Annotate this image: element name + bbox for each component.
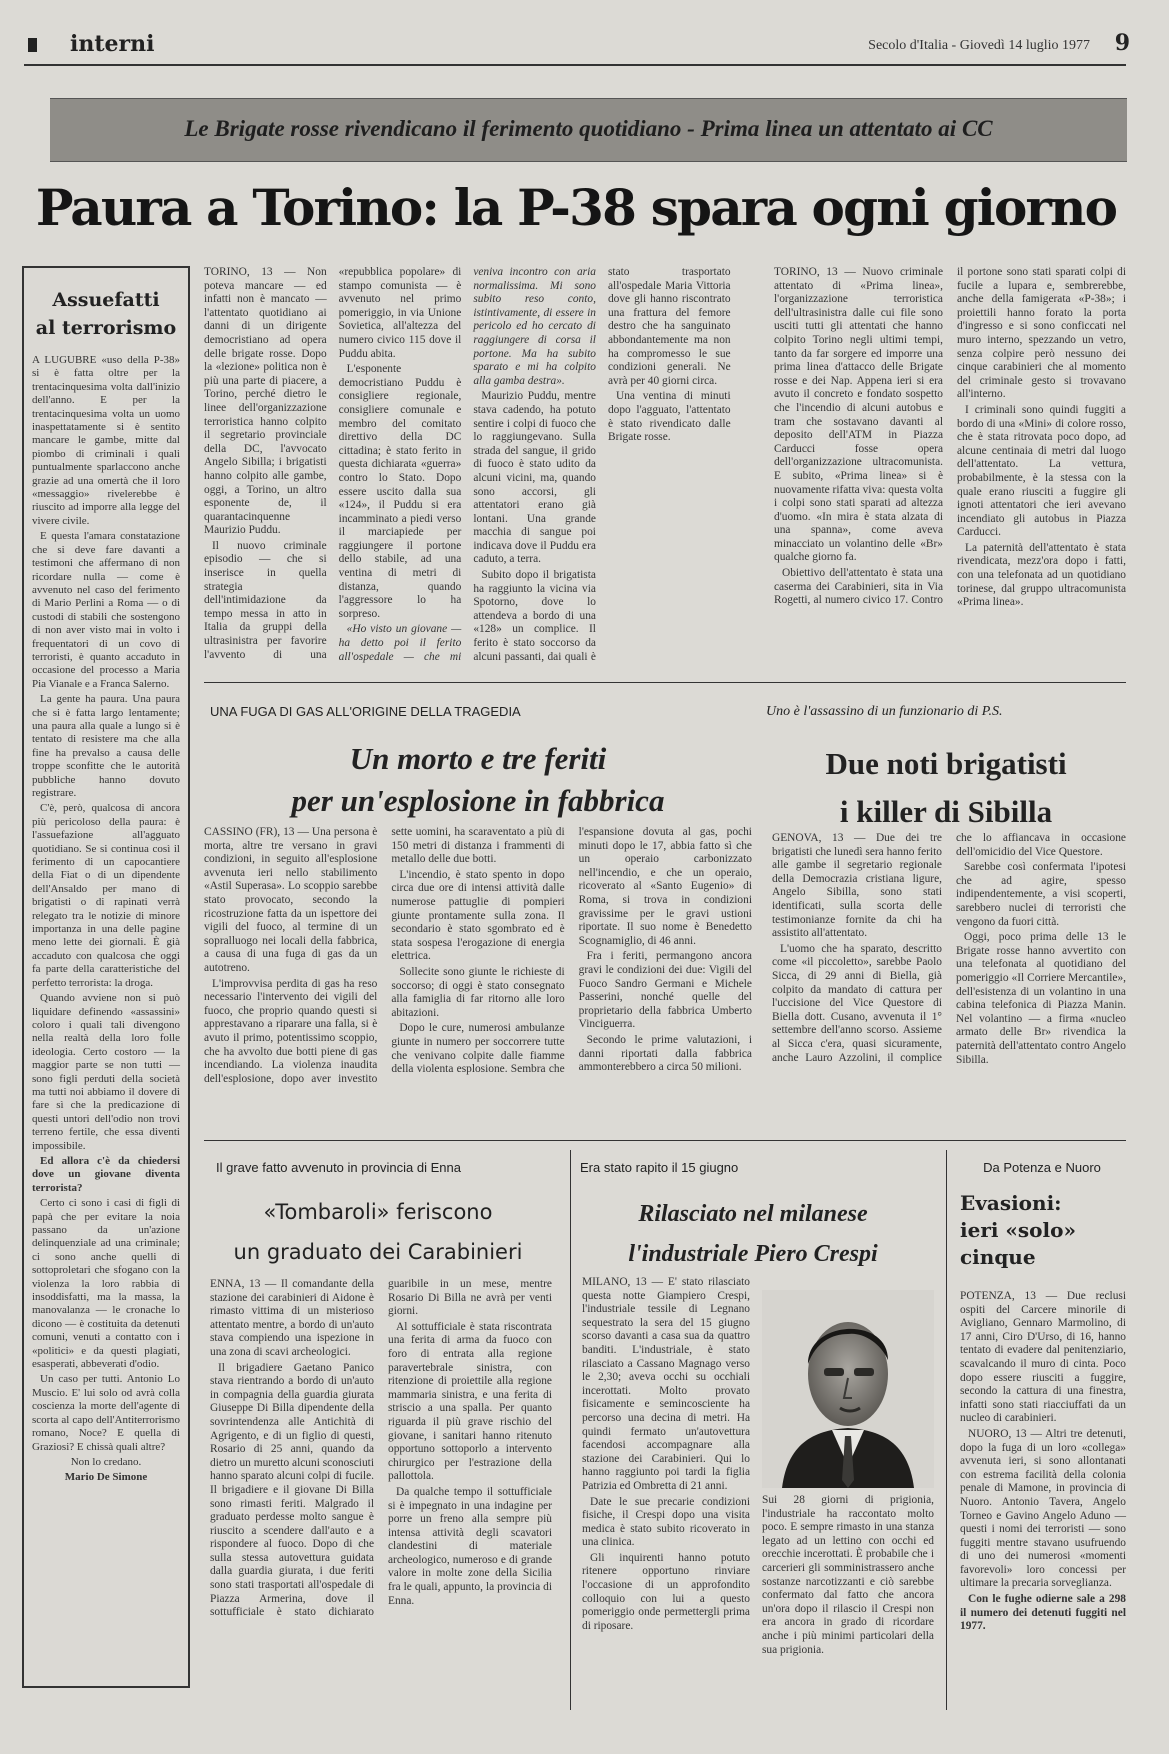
crespi-headline [574, 1194, 932, 1274]
evasioni-headline-line1: Evasioni: [960, 1191, 1062, 1215]
tombaroli-headline-line1: «Tombaroli» feriscono [263, 1200, 493, 1224]
editorial-paragraph: Un caso per tutti. Antonio Lo Muscio. E' lui solo od avrà colla coscienza la morte dell'agente di scorta al capo dell'Antiterrorismo romano, Noce? E quella di Graziosi? E chissà quali altre? [32, 1373, 180, 1453]
tombaroli-paragraph: Al sottufficiale è stata riscontrata una ferita di arma da fuoco con foro di entrata alla regione paravertebrale sinistra, con ritenzione di proiettile alla regione mammaria sinistra, e una ferita di striscio a una spalla. Per quanto riguarda il più grave rischio del giovane, i sanitari hanno ritenuto opportuno sottoporlo a intervento chirurgico per l'estrazione della pallottola. [388, 1320, 552, 1483]
crespi-article-body-right [762, 1494, 934, 1714]
editorial-title [24, 286, 188, 342]
sibilla-paragraph: Sarebbe così confermata l'ipotesi che ad agire, spesso indipendentemente, a visi scoperti, sarebbero nuclei di terroristi che vengono da fuori città. [956, 861, 1126, 928]
tombaroli-headline [204, 1192, 552, 1272]
tombaroli-kicker: Il grave fatto avvenuto in provincia di Enna [216, 1160, 461, 1175]
portrait-drawing [762, 1290, 934, 1488]
crespi-paragraph: Gli inquirenti hanno potuto ritenere opportuno rinviare l'occasione di un approfondito colloquio con lui a questo pomeriggio onde permettergli prima di riposare. [582, 1551, 750, 1632]
prima-linea-paragraph: TORINO, 13 — Nuovo criminale attentato di «Prima linea», l'organizzazione terroristica dell'ultrasinistra dalle cui file sono usciti tutti gli attentati che hanno colpito Torino negli ultimi tempi, tanto da far sorgere ed imporre una prima linea d'attacco delle Brigate rosse e dei Nap. Appena ieri si era avuto il concreto e fondato sospetto che l'incendio di alcuni autobus e tram che sostavano davanti al deposito dell'ATM in Piazza Carducci fosse opera dell'organizzazione ultracomunista. E subito, «Prima linea» si è nuovamente rifatta viva: questa volta i colpi sono stati sparati ad altezza d'uomo. «In mira è stata alzata di una spanna», come aveva minacciato un volantino delle «Br» qualche giorno fa. [774, 266, 943, 564]
banner [50, 98, 1127, 162]
prima-linea-paragraph: La paternità dell'attentato è stata rivendicata, mezz'ora dopo i fatti, con una telefonata ad un quotidiano torinese, dal gruppo ultracomunista «Prima linea». [957, 541, 1126, 609]
fabbrica-paragraph: Secondo le prime valutazioni, i danni riportati dalla fabbrica ammonterebbero a circa 50 milioni. [578, 1033, 752, 1074]
torino-article-body [204, 266, 731, 666]
page-number: 9 [1114, 30, 1130, 56]
torino-paragraph: Subito dopo il brigatista ha raggiunto la vicina via Spotorno, dove lo attendeva a bordo di una «128» un complice. Il ferito è stato soccorso da alcuni passanti, dai quali è stato trasportato all'ospedale Maria Vittoria dove gli hanno riscontrato una frattura del femore destro che ha sanguinato abbondantemente ma non ha compromesso le sue condizioni generali. Ne avrà per 40 giorni circa. [473, 266, 731, 663]
fabbrica-paragraph: Sollecite sono giunte le richieste di soccorso; di oggi è stato consegnato alla famiglia di far ritorno alle loro abitazioni. [391, 965, 565, 1019]
tombaroli-headline-line2: un graduato dei Carabinieri [233, 1240, 523, 1264]
editorial-body [32, 354, 180, 1674]
fabbrica-paragraph: Dopo le cure, numerosi ambulanze giunte in numero per soccorrere tutte che venivano colpite dalle fiamme della violenta esplosione. Sembra che l'espansione dovuta al gas, pochi minuti dopo le 17, abbia fatto sì che un operaio carbonizzato nell'incendio, e che un operaio, ricoverato al «Santo Eugenio» di Roma, si trova in condizioni gravissime per le gravi ustioni riportate. Il suo nome è Benedetto Scognamiglio, di 46 anni. [391, 826, 752, 1076]
section-rule-2 [204, 1140, 1126, 1141]
editorial-paragraph: Non lo credano. [70, 1455, 142, 1468]
sibilla-paragraph: Oggi, poco prima delle 13 le Brigate rosse hanno avvertito con una telefonata al quotidiano del pomeriggio «Il Corriere Mercantile», dell'esistenza di un volantino in una cabina telefonica di Piazza Manin. Nel volantino — a firma «nucleo armato delle Br» rivendica la paternità dell'attentato contro Angelo Sibilla. [956, 931, 1126, 1066]
tombaroli-paragraph: Il brigadiere Gaetano Panico stava rientrando a bordo di un'auto in compagnia della guardia giurata Giuseppe Di Billa dipendente della sovrintendenza alle Antichità di Agrigento, e di un figlio di questi, Rosario di 25 anni, quando da dietro un muretto alcuni sconosciuti hanno sparato alcuni colpi di fucile. Il brigadiere e il giovane Di Billa sono rimasti feriti. Malgrado il graduato perdesse molto sangue è riuscito a scendere dall'auto e a rispondere al fuoco. Dopo di che sulla stessa autovettura guidata dalla guardia giurata, i due feriti sono stati trasportati all'ospedale di Piazza Armerina, dove il sottufficiale è stato dichiarato guaribile in un mese, mentre Rosario Di Billa ne avrà per venti giorni. [210, 1278, 552, 1619]
sibilla-article-body [772, 832, 1126, 1120]
fabbrica-paragraph: L'incendio, è stato spento in dopo circa due ore di intensi attività dalle numerose pattuglie di pompieri giunte prontamente sulla zona. Il secondario è stato sgombrato ed è stata sospesa l'erogazione di energia elettrica. [391, 868, 565, 963]
editorial-box [22, 266, 190, 1688]
crespi-article-body-left [582, 1276, 750, 1716]
prima-linea-paragraph: Obiettivo dell'attentato è stata una caserma dei Carabinieri, sita in Via Rogetti, al numero civico 17. Contro il portone sono stati sparati colpi di fucile a lupara e, sembrerebbe, anche della famigerata «P-38»; i proiettili hanno forato la porta d'ingresso e si sono conficcati nel muro interno, spezzando un vetro, senza colpire però nessuno dei cinque carabinieri che al momento del criminale gesto si trovavano all'interno. [774, 266, 1126, 607]
prima-linea-paragraph: I criminali sono quindi fuggiti a bordo di una «Mini» di colore rosso, che è stata ritrovata poco dopo, ad alcune centinaia di metri dal luogo dell'attentato. La vettura, probabilmente, è la stessa con la quale erano riusciti a fuggire gli ignoti attentatori che ieri avevano incendiato gli autobus in Piazza Carducci. [957, 403, 1126, 539]
editorial-paragraph: Certo ci sono i casi di figli di papà che per evitare la noia passano da un'azione delinquenziale ad una criminale; ci sono anche quelli di sottoproletari che sfogano con la violenza la loro rabbia di insoddisfatti, ma la massa, la manovalanza — le cronache lo dicono — è costituita da detenuti comuni, venuti a contatto con i «politici» e da questi plagiati, esasperati, abbeverati d'odio. [32, 1197, 180, 1371]
sibilla-kicker: Uno è l'assassino di un funzionario di P.S. [766, 704, 1003, 719]
tombaroli-article-body [210, 1278, 552, 1716]
editorial-paragraph: A LUGUBRE «uso della P-38» si è fatta oltre per la trentacinquesima volta dall'inizio dell'anno. E per la trentacinquesima volta un uomo inaspettatamente si è sentito mancare le gambe, mitte dal piombo di criminali i quali puntualmente sparlaccono anche grazie ad una omertà che il loro «messaggio» rivelerebbe è riuscito ad imporre alla legge del vivere civile. [32, 354, 180, 527]
crespi-headline-line2: l'industriale Piero Crespi [628, 1241, 878, 1267]
sibilla-paragraph: L'uomo che ha sparato, descritto come «il piccoletto», sarebbe Paolo Sicca, di 29 anni di Biella, già colpito da mandato di cattura per l'uccisione del Vice Questore di Biella dott. Cusano, avvenuta il 1° settembre dell'anno scorso. Assieme al Sicca c'era, quasi sicuramente, anche Lauro Azzolini, il complice che lo affiancava in occasione dell'omicidio del Vice Questore. [772, 832, 1126, 1064]
main-headline: Paura a Torino: la P-38 spara ogni giorno [35, 178, 1117, 237]
torino-paragraph: Il nuovo criminale episodio — che si inserisce in quella strategia dell'intimidazione da tempo messa in atto in Italia da gruppi della ultrasinistra per favorire l'avvento di una «repubblica popolare» di stampo comunista — è avvenuto nel primo pomeriggio, in via Unione Sovietica, all'altezza del numero civico 115 dove il Puddu abita. [204, 266, 462, 661]
sibilla-headline-line2: i killer di Sibilla [839, 794, 1053, 829]
evasioni-paragraph: Con le fughe odierne sale a 298 il numero dei detenuti fuggiti nel 1977. [960, 1593, 1126, 1633]
section-rule-1 [204, 682, 1126, 683]
evasioni-article-body [960, 1290, 1126, 1714]
editorial-title-line1: Assuefatti [52, 289, 160, 311]
fabbrica-article-body [204, 826, 752, 1120]
fabbrica-headline [204, 738, 752, 822]
crespi-paragraph: Date le sue precarie condizioni fisiche, il Crespi dopo una visita medica è stato subito ricoverato in una clinica. [582, 1495, 750, 1549]
editorial-paragraph: Ed allora c'è da chiedersi dove un giovane diventa terrorista? [32, 1154, 180, 1194]
column-rule-2 [946, 1150, 947, 1710]
crespi-headline-line1: Rilasciato nel milanese [638, 1201, 868, 1227]
evasioni-kicker: Da Potenza e Nuoro [983, 1160, 1101, 1175]
fabbrica-paragraph: CASSINO (FR), 13 — Una persona è morta, altre tre versano in gravi condizioni, in seguito all'esplosione avvenuta ieri nello stabilimento «Astil Superasa». Lo scoppio sarebbe stato provocato, secondo la ricostruzione fatta da un ispettore dei vigili del fuoco, al termine di un sopralluogo nei locali della fabbrica, a causa di una fuga di gas da un autotreno. [204, 826, 378, 974]
editorial-signature: Mario De Simone [64, 1471, 148, 1484]
torino-paragraph: TORINO, 13 — Non poteva mancare — ed infatti non è mancato — l'attentato quotidiano ai danni di un dirigente democristiano ad opera delle brigate rosse. Dopo la «lezione» politica non è più una parte di piacere, a Torino, perché dietro le linee dell'organizzazione terroristica hanno colpito il segretario provinciale della DC, l'avvocato Angelo Sibilla; i brigatisti hanno colpito alle gambe, oggi, a Torino, un altro esponente de, il quarantacinquenne Maurizio Puddu. [204, 266, 327, 537]
editorial-paragraph: E questa l'amara constatazione che si deve fare davanti a testimoni che affermano di non ricordare nulla — come è avvenuto nel caso del ferimento di Mario Perlini a Roma — o di custodi di stabili che sostengono di non aver visto mai in volto i frequentatori di un covo di terroristi, è quanto accaduto in occasione del processo a Maria Pia Vianale e a Franca Salerno. [32, 530, 180, 690]
fabbrica-paragraph: L'improvvisa perdita di gas ha reso necessario l'intervento dei vigili del fuoco, che proprio quando questi si apprestavano a riparare una falla, si è avuto il primo, potentissimo scoppio, che ha avvolto due botti piene di gas incendiando. La violenza inaudita dell'esplosione, dopo aver investito sette uomini, ha scaraventato a più di 150 metri di distanza i frammenti di metallo delle due botti. [204, 826, 565, 1085]
editorial-paragraph: C'è, però, qualcosa di ancora più pericoloso della paura: è l'assuefazione all'agguato quotidiano. Se si continua così il ferimento di un capocantiere della Fiat o di un dipendente dell'Ansaldo per mano di brigatisti o di rapinati verrà relegato tra le notizie di minore importanza in una delle pagine meno lette dei giornali. È già accaduto con qualcosa che oggi fa parte della caratteristiche del perfetto terrorista: la droga. [32, 802, 180, 989]
evasioni-headline [960, 1190, 1126, 1271]
torino-paragraph: Una ventina di minuti dopo l'agguato, l'attentato è stato rivendicato dalle Brigate rosse. [607, 390, 731, 444]
tombaroli-paragraph: Da qualche tempo il sottufficiale si è impegnato in una indagine per porre un freno alla sempre più intensa attività degli scavatori clandestini di materiale archeologico, numeroso e di grande valore in molte zone della Sicilia fra le quali, appunto, la provincia di Enna. [388, 1485, 552, 1607]
evasioni-headline-line2: ieri «solo» [960, 1218, 1076, 1242]
fabbrica-headline-line2: per un'esplosione in fabbrica [291, 783, 665, 818]
tombaroli-paragraph: ENNA, 13 — Il comandante della stazione dei carabinieri di Aidone è rimasto vittima di un misterioso attentato mentre, a bordo di un'auto stava compiendo una ispezione in una zona di scavi archeologici. [210, 1278, 374, 1358]
sibilla-headline [766, 740, 1126, 836]
editorial-paragraph: La gente ha paura. Una paura che si è fatta largo lentamente; una paura alla quale a lungo si è tentato di resistere ma che alla fine ha prevalso a causa delle troppe sconfitte che le autorità pubbliche hanno dovuto registrare. [32, 693, 180, 799]
banner-text: Le Brigate rosse rivendicano il ferimento quotidiano - Prima linea un attentato ai CC [184, 116, 993, 141]
fabbrica-paragraph: Fra i feriti, permangono ancora gravi le condizioni dei due: Vigili del Fuoco Sandro Germani e Michele Passerini, nonché quelle del proprietario della fabbrica Umberto Vinciguerra. [578, 950, 752, 1031]
section-marker [28, 38, 37, 52]
crespi-portrait-photo [762, 1290, 934, 1488]
torino-paragraph: Maurizio Puddu, mentre stava cadendo, ha potuto sentire i colpi di fuoco che lo raggiungevano. Sulla strada del sangue, il grido di fuoco è stato udito da alcuni vicini, ma, quando sono accorsi, gli attentatori erano già lontani. Una grande macchia di sangue poi indicava dove il Puddu era caduto, a terra. [473, 390, 596, 566]
section-label: interni [70, 31, 155, 57]
fabbrica-kicker: UNA FUGA DI GAS ALL'ORIGINE DELLA TRAGEDIA [210, 704, 521, 719]
prima-linea-article-body [774, 266, 1126, 666]
crespi-kicker: Era stato rapito il 15 giugno [580, 1160, 739, 1175]
editorial-paragraph: Quando avviene non si può liquidare definendo «assassini» coloro i quali tali divengono nella realtà della loro folle ideologia. Certo costoro — la maggior parte se non tutti — sono figli perduti della società ma tutti noi abbiamo il dovere di fare sì che la predicazione di questi untori dell'odio non trovi terreno fertile, che essa diventi impossibile. [32, 992, 180, 1152]
fabbrica-headline-line1: Un morto e tre feriti [349, 741, 607, 776]
torino-paragraph: L'esponente democristiano Puddu è consigliere regionale, consigliere comunale e membro del comitato direttivo della DC cittadina; è stato ferito in questa dichiarata «guerra» contro lo Stato. Dopo essere uscito dalla sua «124», il Puddu si era incamminato a piedi verso il marciapiede per raggiungere il portone dello stabile, ad una ventina di metri di distanza, quando l'aggressore lo ha sorpreso. [338, 363, 462, 620]
crespi-paragraph: MILANO, 13 — E' stato rilasciato questa notte Giampiero Crespi, l'industriale tessile di Legnano sequestrato la sera del 15 giugno scorso davanti a casa sua da quattro banditi. L'industriale, è stato rilasciato a Cassano Magnago verso le 2,30; aveva occhi su occhiali incerottati. Molto provato fisicamente e semincosciente ha percorso una decina di metri. Ha quindi fermato un'autovettura facendosi accompagnare alla stazione dei Carabinieri. Qui lo hanno raggiunto poi tardi la figlia Patrizia ed Ombretta di 21 anni. [582, 1276, 750, 1492]
evasioni-paragraph: NUORO, 13 — Altri tre detenuti, dopo la fuga di un loro «collega» avvenuta ieri, si sono allontanati con estrema facilità della colonia penale di Mamone, in provincia di Nuoro. Antonio Tavera, Angelo Torneo e Gavino Angelo Aduno — questi i nomi dei terroristi — sono fuggiti mentre stavano usufruendo di uno dei numerosi «momenti favorevoli» loro concessi per ultimare la precaria sorveglianza. [960, 1427, 1126, 1590]
column-rule-1 [570, 1150, 571, 1710]
torino-paragraph: «Ho visto un giovane — ha detto poi il ferito all'ospedale — che mi veniva incontro con aria normalissima. Mi sono subito reso conto, istintivamente, di essere in pericolo ed ho cercato di raggiungere di corsa il portone. Ma ha subito sparato e mi ha colpito alla gamba destra». [338, 266, 596, 663]
sibilla-headline-line1: Due noti brigatisti [825, 746, 1067, 781]
newspaper-date: Secolo d'Italia - Giovedì 14 luglio 1977 [868, 38, 1090, 53]
sibilla-paragraph: GENOVA, 13 — Due dei tre brigatisti che lunedì sera hanno ferito alle gambe il segretario regionale della Democrazia cristiana ligure, Angelo Sibilla, sono stati identificati, sulla scorta delle testimonianze fornite da chi ha assistito all'attentato. [772, 832, 942, 940]
editorial-title-line2: al terrorismo [35, 317, 177, 339]
evasioni-paragraph: POTENZA, 13 — Due reclusi ospiti del Carcere minorile di Avigliano, Gennaro Marmolino, di 17 anni, Ciro D'Urso, di 16, hanno tentato di evadere dal penitenziario, scavalcando il muro di cinta. Poco dopo essere riusciti a fuggire, secondo la cattura di una finestra, infatti sono stati riacciuffati da un nucleo di carabinieri. [960, 1290, 1126, 1425]
evasioni-headline-line3: cinque [960, 1245, 1036, 1269]
masthead-rule [24, 64, 1126, 66]
crespi-paragraph: Sui 28 giorni di prigionia, l'industriale ha raccontato molto poco. E sempre rimasto in una stanza legato ad un lettino con occhi ed orecchie incerottati. È probabile che i carcerieri gli somministrassero anche sostanze narcotizzanti e ciò sarebbe confermato dal fatto che ancora un'ora dopo il rilascio il Crespi non era ancora in grado di ricordare anche i più minimi particolari della sua prigionia. [762, 1494, 934, 1656]
